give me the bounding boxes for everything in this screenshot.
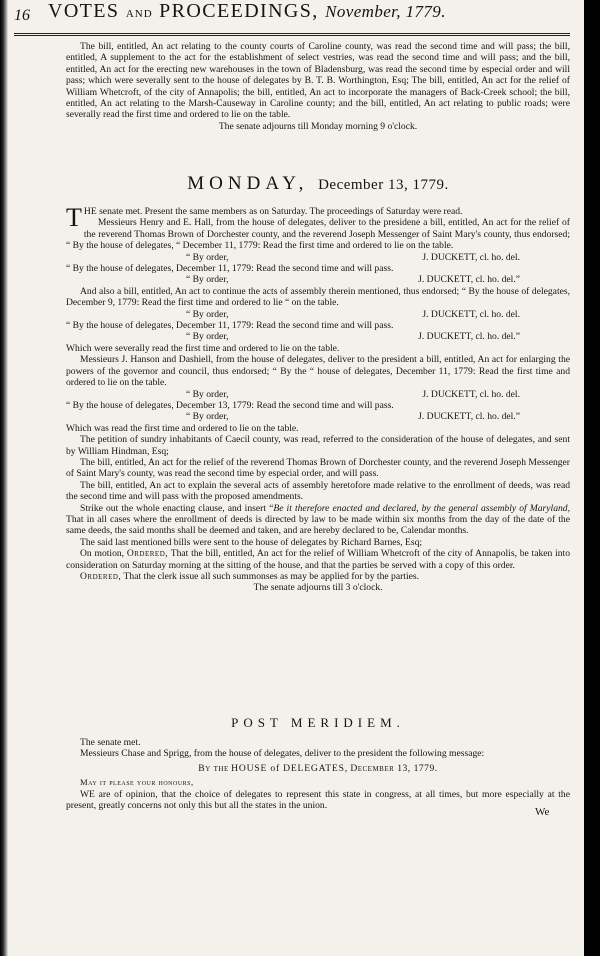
message-date: December 13, 1779. [350, 762, 438, 774]
paragraph: WE are of opinion, that the choice of delegates to represent this state in congress, at all times, but more especially at the present, greatly concerns not only this but all the states in the union. [66, 788, 570, 812]
ordered-word: Ordered, [80, 571, 122, 582]
signature-line [66, 309, 570, 320]
header-rule [14, 33, 570, 34]
paragraph: The bill, entitled, An act for the relief of the reverend Thomas Brown of Dorchester county, and the reverend Joseph Messenger of Saint Mary's county, was read the second time by especial order, and will pass. [66, 456, 570, 480]
running-title [48, 0, 446, 22]
paragraph: Which were severally read the first time and ordered to lie on the table. [66, 342, 340, 354]
binding-gutter [0, 0, 8, 956]
paragraph: The petition of sundry inhabitants of Caecil county, was read, referred to the consideration of the house of delegates, and sent by William Hindman, Esq; [66, 434, 570, 457]
adjourn-line: The senate adjourns till 3 o'clock. [253, 582, 383, 594]
title-date: November, 1779. [325, 2, 446, 21]
post-meridiem-section [66, 737, 570, 811]
by-order: “ By order, [186, 411, 229, 423]
by-order: “ By order, [186, 388, 229, 400]
paragraph-text: HE senate met. Present the same members as on Saturday. The proceedings of Saturday were read. [83, 206, 463, 217]
message-house: HOUSE of DELEGATES, [231, 762, 348, 774]
paragraph: And also a bill, entitled, An act to continue the acts of assembly therein mentioned, thus endorsed; “ By the house of delegates, December 9, 1779: Read the first time and ordered to lie “ on the table. [66, 285, 570, 309]
by-order: “ By order, [186, 308, 229, 320]
paragraph: Which was read the first time and ordered to lie on the table. [66, 422, 299, 434]
catchword: We [535, 806, 550, 818]
post-meridiem-heading: POST MERIDIEM. [231, 715, 405, 730]
message-heading [66, 763, 570, 774]
signature-line [66, 252, 570, 263]
signature-line [66, 274, 570, 285]
day-heading [66, 173, 570, 194]
signature-line [66, 411, 570, 422]
paragraph: Messieurs J. Hanson and Dashiell, from the house of delegates, deliver to the president a bill, entitled, An act for enlarging the powers of the governor and council, thus endorsed; “ By the “ house of delegates, December 11, 1779: Read the first time and ordered to lie on the table. [66, 354, 570, 389]
scan-edge [584, 0, 600, 956]
paragraph [66, 503, 570, 537]
signature-line [66, 331, 570, 342]
paragraph [66, 203, 570, 232]
paragraph [66, 571, 570, 582]
text-run: That the clerk issue all such summonses as may be applied for by the parties. [121, 571, 420, 582]
ordered-word: Ordered, [126, 548, 169, 560]
title-votes: VOTES [48, 0, 120, 22]
adjourn-line: The senate adjourns till Monday morning 9 o'clock. [218, 120, 418, 132]
signature-line [66, 389, 570, 400]
text-run: That in all cases where the enrollment of deeds is directed by law to be made within six months from the day of the date of the same deeds, the said months shall be deemed and taken, and are hereby declared to be, Calendar months. [66, 513, 570, 537]
title-proceedings: PROCEEDINGS, [159, 0, 319, 22]
paragraph: The senate met. [80, 737, 141, 748]
by-order: “ By order, [186, 331, 229, 343]
paragraph: The bill, entitled, An act relating to the county courts of Caroline county, was read the second time and will pass; the bill, entitled, A supplement to the act for the establishment of select vestries, was read the second time and will pass; and the bill, entitled, An act for the erecting new warehouses in the town of Bladensburg, was read the second time by especial order and will pass; which were severally sent to the house of delegates by B. T. B. Worthington, Esq; The bill, entitled, An act for the relief of William Whetcroft, of the city of Annapolis; the bill, entitled, An act to incorporate the managers of Back-Creek school; the bill, entitled, An act relating to the Marsh-Causeway in Caroline county; and the bill, entitled, An act relating to public roads; were severally read the first time and ordered to lie on the table. [66, 41, 570, 121]
title-and: AND [125, 8, 153, 20]
drop-cap: T [66, 203, 82, 232]
paragraph: Messieurs Chase and Sprigg, from the house of delegates, deliver to the president the following message: [80, 748, 485, 760]
by-order: “ By order, [186, 251, 229, 263]
clerk-name: J. DUCKETT, cl. ho. del. [422, 388, 520, 400]
clerk-name: J. DUCKETT, cl. ho. del. [422, 308, 520, 320]
clerk-name: J. DUCKETT, cl. ho. del.” [418, 331, 520, 343]
top-section [66, 41, 570, 132]
clerk-name: J. DUCKETT, cl. ho. del.” [418, 411, 520, 423]
clerk-name: J. DUCKETT, cl. ho. del.” [418, 274, 520, 286]
clerk-name: J. DUCKETT, cl. ho. del. [422, 251, 520, 263]
day-date: December 13, 1779. [318, 177, 449, 193]
message-by: By the [198, 762, 229, 774]
text-run: On motion, [80, 548, 127, 560]
paragraph: The bill, entitled, An act to explain the several acts of assembly heretofore made relative to the enrollment of deeds, was read the second time and will pass with the proposed amendments. [66, 479, 570, 503]
paragraph: “ By the house of delegates, December 13, 1779: Read the second time and will pass. [66, 399, 394, 411]
text-run: That the bill, entitled, An act for the relief of William Whetcroft of the city of Annapolis, be taken into consideration on Saturday morning at the sitting of the house, and that the parties be served with a copy of this order. [66, 548, 571, 571]
day-name: MONDAY, [187, 173, 309, 194]
paragraph: “ By the house of delegates, December 11, 1779: Read the second time and will pass. [66, 320, 394, 332]
paragraph: The said last mentioned bills were sent to the house of delegates by Richard Barnes, Esq; [80, 536, 423, 548]
page-number: 16 [14, 7, 30, 24]
monday-section [66, 203, 571, 594]
paragraph: Messieurs Henry and E. Hall, from the house of delegates, deliver to the presidene a bill, entitled, An act for the relief of the reverend Thomas Brown of Dorchester county, and the reverend Joseph Messenger of Saint Mary's county, thus endorsed; “ By the house of delegates, “ December 11, 1779: Read the first time and ordered to lie on the table. [66, 217, 570, 252]
italic-run: Be it therefore enacted and declared, by the general assembly of Maryland, [273, 502, 570, 514]
salutation: May it please your honours, [80, 777, 194, 788]
paragraph [66, 548, 570, 571]
running-header [14, 0, 574, 30]
by-order: “ By order, [186, 274, 229, 286]
text-run: Strike out the whole enacting clause, and insert “ [80, 502, 274, 514]
header-rule-2 [14, 35, 570, 36]
paragraph: “ By the house of delegates, December 11, 1779: Read the second time and will pass. [66, 263, 394, 275]
